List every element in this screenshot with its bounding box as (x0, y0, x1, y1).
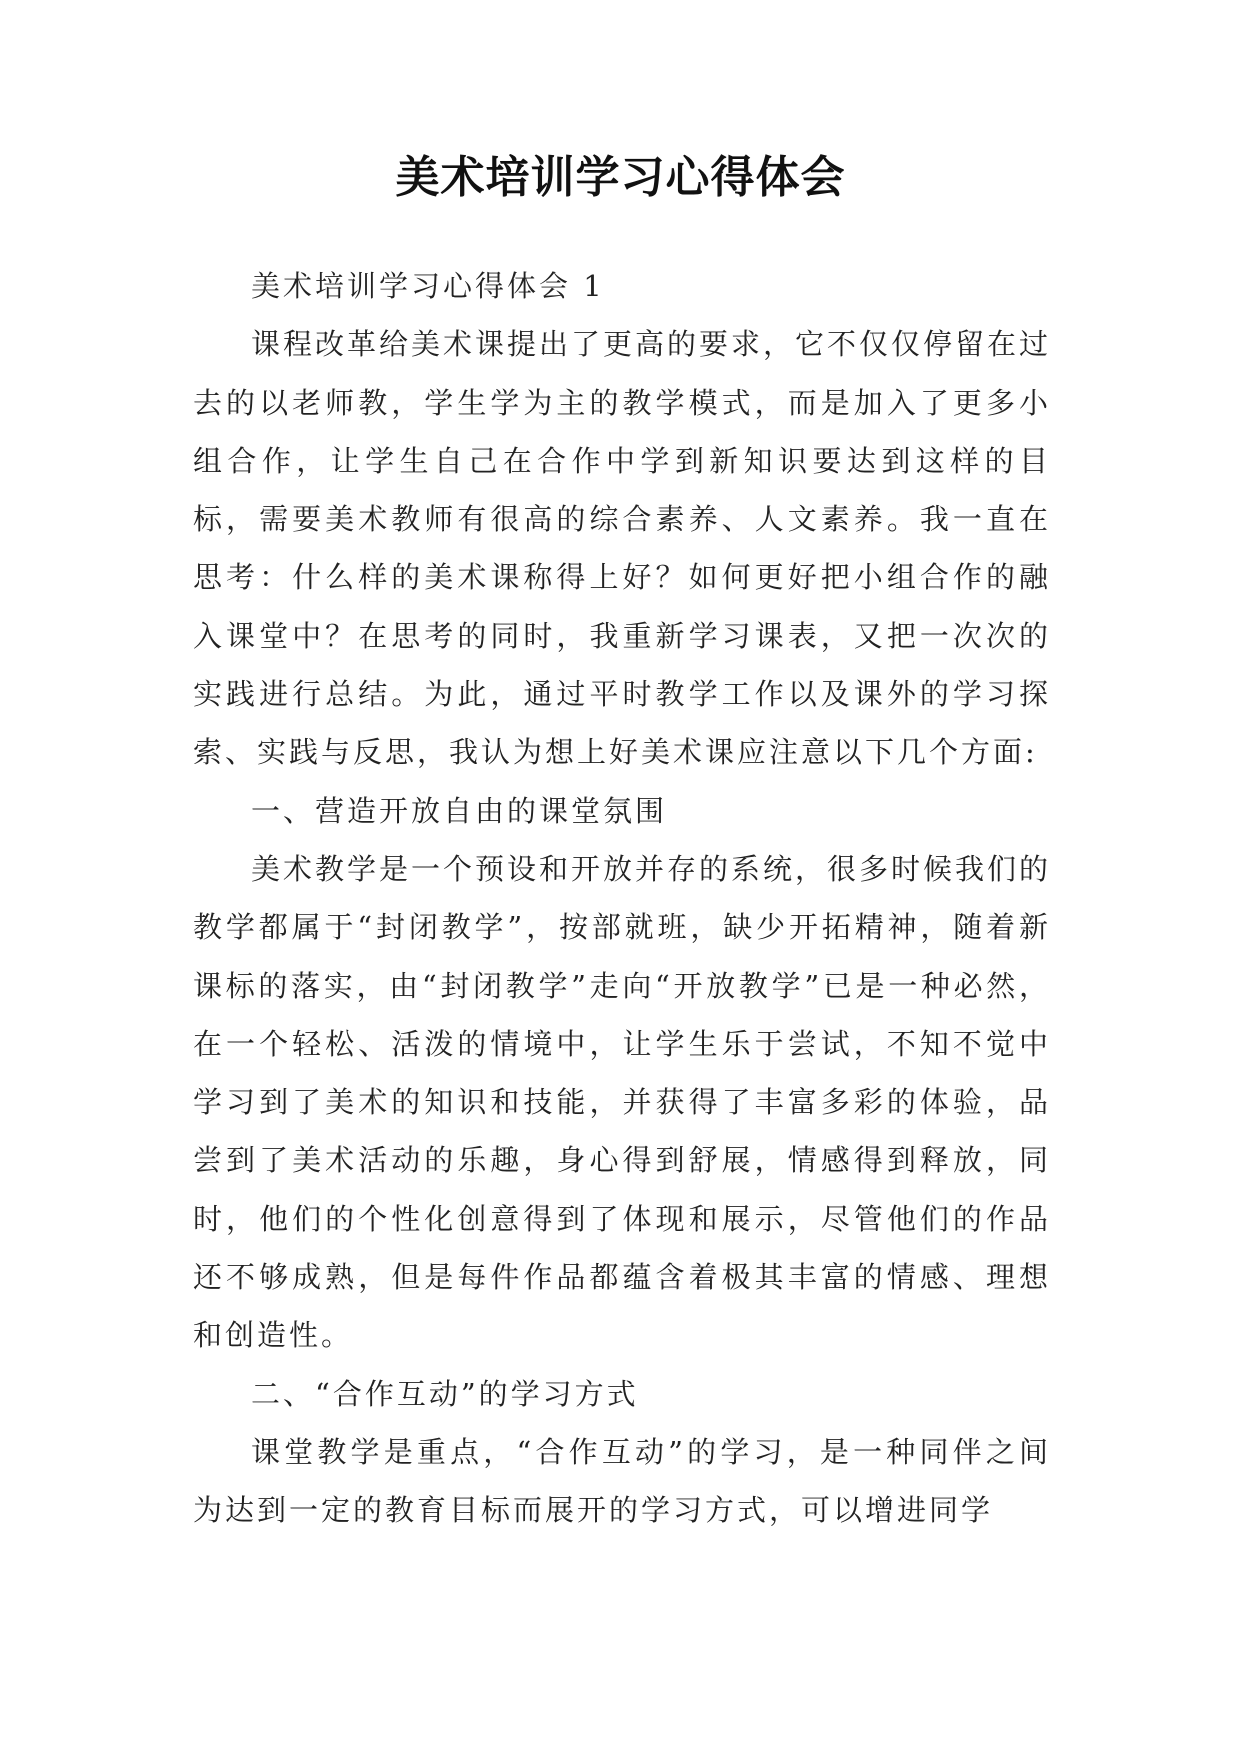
body-paragraph: 课堂教学是重点，“合作互动”的学习，是一种同伴之间为达到一定的教育目标而展开的学习方式，可以增进同学 (193, 1434, 1051, 1528)
body-paragraph: 美术教学是一个预设和开放并存的系统，很多时候我们的教学都属于“封闭教学”，按部就班，缺少开拓精神，随着新课标的落实，由“封闭教学”走向“开放教学”已是一种必然，在一个轻松、活泼的情境中，让学生乐于尝试，不知不觉中学习到了美术的知识和技能，并获得了丰富多彩的体验，品尝到了美术活动的乐趣，身心得到舒展，情感得到释放，同时，他们的个性化创意得到了体现和展示，尽管他们的作品还不够成熟，但是每件作品都蕴含着极其丰富的情感、理想和创造性。 (193, 851, 1052, 1353)
body-paragraph: 课程改革给美术课提出了更高的要求，它不仅仅停留在过去的以老师教，学生学为主的教学模式，而是加入了更多小组合作，让学生自己在合作中学到新知识要达到这样的目标，需要美术教师有很高的综合素养、人文素养。我一直在思考：什么样的美术课称得上好？如何更好把小组合作的融入课堂中？在思考的同时，我重新学习课表，又把一次次的实践进行总结。为此，通过平时教学工作以及课外的学习探索、实践与反思，我认为想上好美术课应注意以下几个方面: (193, 327, 1052, 770)
section-heading: 美术培训学习心得体会 1 (251, 269, 605, 303)
document-title: 美术培训学习心得体会 (395, 152, 846, 203)
document-body (193, 257, 1051, 1540)
section-heading: 二、“合作互动”的学习方式 (251, 1376, 639, 1411)
section-heading: 一、营造开放自由的课堂氛围 (251, 793, 668, 828)
